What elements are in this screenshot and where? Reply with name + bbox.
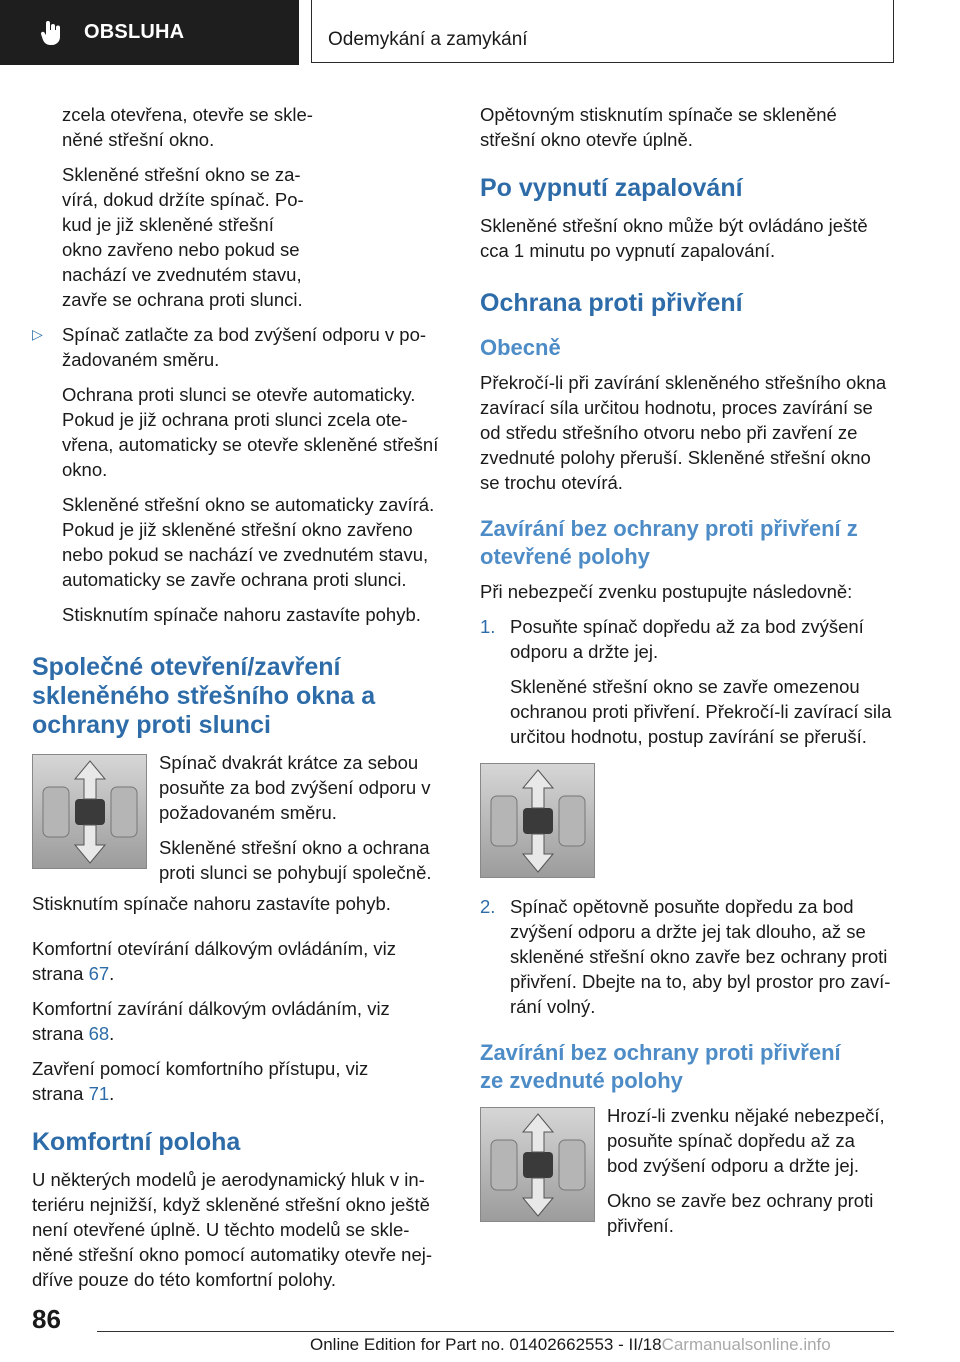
hand-pointer-icon [40,20,64,46]
subsection-heading: Zavírání bez ochrany proti přivření z otevřené polohy [480,516,858,569]
paragraph: Překročí-li při zavírání skleněného střešního okna zavírací síla určitou hodnotu, proces zavírání se od středu střešního otvoru nebo při zavření ze zvednuté polohy přeruší. Skleněné střešní okno se trochu otevírá. [480,372,887,493]
figure-block [32,750,452,895]
figure-block [480,1103,900,1248]
edition-text: Online Edition for Part no. 01402662553 - II/18 [310,1335,662,1354]
section-heading: Komfortní poloha [32,1128,241,1156]
paragraph: Spínač dvakrát krátce za sebou posuňte za bod zvýšení odporu v požadovaném směru. [159,752,431,823]
page-link-67[interactable]: 67 [88,963,110,984]
paragraph: Skleněné střešní okno a ochrana proti slunci se pohybují společně. [159,837,432,883]
step-number: 1. [480,616,496,637]
paragraph: Při nebezpečí zvenku postupujte následovně: [480,581,853,602]
numbered-step [480,894,900,1019]
paragraph: U některých modelů je aerodynamický hluk v in- teriéru nejnižší, když skleněné střešní okno ještě není otevřené úplně. U těchto modelů se skle- něné střešní okno pomocí automatiky otevře nej- dříve pouze do této komfortní polohy. [32,1169,433,1290]
paragraph: Skleněné střešní okno může být ovládáno ještě cca 1 minutu po vypnutí zapalování. [480,215,868,261]
paragraph: Hrozí-li zvenku nějaké nebezpečí, posuňte spínač dopředu až za bod zvýšení odporu a držte jej. [607,1105,885,1176]
page-link-71[interactable]: 71 [88,1083,110,1104]
reference-text: Komfortní otevírání dálkovým ovládáním, viz strana [32,938,396,984]
paragraph: Opětovným stisknutím spínače se skleněné střešní okno otevře úplně. [480,104,837,150]
step-text: Posuňte spínač dopředu až za bod zvýšení odporu a držte jej. [510,616,864,662]
paragraph: Okno se zavře bez ochrany proti přivření. [607,1190,874,1236]
step-note: Skleněné střešní okno se zavře omezenou ochranou proti přivření. Překročí-li zavírací sila určitou hodnotu, postup zavírání se přeruší. [510,676,892,747]
chapter-title: Odemykání a zamykání [328,29,528,50]
step-text: Spínač opětovně posuňte dopředu za bod zvýšení odporu a držte jej tak dlouho, až se skleněné střešní okno zavře bez ochrany proti přivření. Dbejte na to, aby byl prostor pro zaví- rání volný. [510,896,891,1017]
paragraph: Skleněné střešní okno se za- vírá, dokud držíte spínač. Po- kud je již skleněné střešní okno zavřeno nebo pokud se nachází ve zvednutém stavu, zavře se ochrana proti slunci. [62,164,304,310]
reference-paragraph: Komfortní otevírání dálkovým ovládáním, viz strana 67. [32,938,396,984]
roof-switch-image [32,754,147,869]
reference-text: Zavření pomocí komfortního přístupu, viz strana [32,1058,369,1104]
roof-switch-image [480,1107,595,1222]
page-number: 86 [32,1304,61,1334]
reference-paragraph: Komfortní zavírání dálkovým ovládáním, viz strana 68. [32,998,390,1044]
paragraph: Stisknutím spínače nahoru zastavíte pohyb. [32,893,391,914]
paragraph: Ochrana proti slunci se otevře automaticky. Pokud je již ochrana proti slunci zcela ote- vřena, automaticky se otevře skleněné střešní okno. [62,384,439,480]
bullet-item [32,322,452,372]
step-number: 2. [480,896,496,917]
subsection-heading: Zavírání bez ochrany proti přivření ze zvednuté polohy [480,1040,841,1093]
subsection-heading: Obecně [480,335,561,360]
triangle-bullet-icon: ▷ [32,326,43,342]
footer-edition [310,1335,831,1355]
section-heading: Společné otevření/zavření skleněného střešního okna a ochrany proti slunci [32,653,376,739]
switch-arrows-icon [33,755,146,868]
roof-switch-image [480,763,595,878]
bullet-text: Spínač zatlačte za bod zvýšení odporu v po- žadovaném směru. [62,324,427,370]
reference-paragraph: Zavření pomocí komfortního přístupu, viz strana 71. [32,1058,369,1104]
chapter-title-box [311,0,894,63]
paragraph: zcela otevřena, otevře se skle- něné střešní okno. [62,104,313,150]
paragraph: Skleněné střešní okno se automaticky zavírá. Pokud je již skleněné střešní okno zavřeno nebo pokud se nachází ve zvednutém stavu, automaticky se zavře ochrana proti slunci. [62,494,435,590]
section-heading: Po vypnutí zapalování [480,174,743,202]
footer-divider [97,1331,894,1332]
section-label: OBSLUHA [84,21,185,43]
numbered-step [480,614,900,749]
section-heading: Ochrana proti přivření [480,289,743,317]
watermark-text: Carmanualsonline.info [661,1335,831,1354]
left-column [32,102,452,1302]
switch-arrow-up-icon [481,764,594,877]
paragraph: Stisknutím spínače nahoru zastavíte pohyb. [62,604,421,625]
right-column [480,102,900,1248]
switch-arrow-icon [481,1108,594,1221]
section-tab [0,0,299,65]
page-link-68[interactable]: 68 [88,1023,110,1044]
reference-text: Komfortní zavírání dálkovým ovládáním, viz strana [32,998,390,1044]
